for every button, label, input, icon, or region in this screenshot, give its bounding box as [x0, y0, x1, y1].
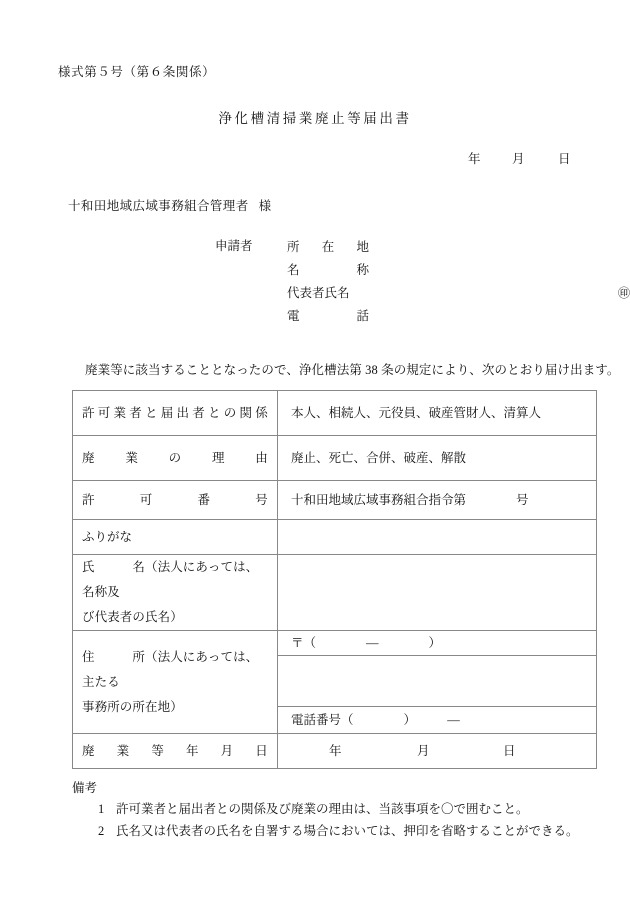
statement-text: 廃業等に該当することとなったので、浄化槽法第 38 条の規定により、次のとおり届け出ます。 — [85, 363, 620, 377]
table-label-name: 氏 名（法人にあっては、名称及 び代表者の氏名） — [73, 555, 278, 631]
header-date-line — [0, 149, 630, 167]
table-value-address-phone[interactable]: 電話番号（ ） — — [278, 707, 597, 734]
table-value-closure-date[interactable] — [278, 734, 597, 769]
table-row-name — [73, 555, 597, 631]
table-value-relationship[interactable]: 本人、相続人、元役員、破産管財人、清算人 — [278, 391, 597, 436]
seal-stamp-icon: ㊞ — [618, 286, 630, 300]
table-label-reason: 廃業の理由 — [73, 436, 278, 481]
closure-date-year: 年 — [329, 744, 342, 758]
header-date-year: 年 — [468, 152, 481, 166]
table-value-postal-code[interactable]: 〒（ — ） — [278, 631, 597, 656]
table-value-name[interactable] — [278, 555, 597, 631]
header-date-day: 日 — [558, 152, 571, 166]
table-row-reason — [73, 436, 597, 481]
table-value-reason[interactable]: 廃止、死亡、合併、破産、解散 — [278, 436, 597, 481]
addressee-name: 十和田地域広域事務組合管理者 — [68, 199, 249, 213]
table-row-closure-date — [73, 734, 597, 769]
declaration-table — [72, 390, 597, 769]
header-date-month: 月 — [512, 152, 525, 166]
closure-date-day: 日 — [503, 744, 516, 758]
applicant-field-name-label: 名称 — [287, 263, 369, 277]
applicant-field-phone-label: 電話 — [287, 309, 369, 323]
applicant-fields — [287, 236, 630, 328]
remarks-section — [72, 778, 579, 842]
table-row-address — [73, 631, 597, 656]
form-number: 様式第５号（第６条関係） — [58, 65, 216, 79]
applicant-field-location-label: 所在地 — [287, 240, 369, 254]
applicant-field-name — [287, 259, 630, 282]
document-title: 浄化槽清掃業廃止等届出書 — [218, 111, 412, 126]
remark-item — [72, 798, 572, 820]
table-label-relationship: 許可業者と届出者との関係 — [73, 391, 278, 436]
table-row-furigana — [73, 520, 597, 555]
table-value-furigana[interactable] — [278, 520, 597, 555]
applicant-label: 申請者 — [215, 239, 253, 253]
table-label-permit-number: 許可番号 — [73, 481, 278, 520]
addressee-honorific: 様 — [258, 199, 272, 213]
closure-date-month: 月 — [417, 744, 430, 758]
table-label-address: 住 所（法人にあっては、主たる 事務所の所在地） — [73, 631, 278, 734]
addressee — [68, 196, 272, 214]
remark-item-number: 1 — [98, 802, 105, 816]
table-row-relationship — [73, 391, 597, 436]
table-label-furigana: ふりがな — [73, 520, 278, 555]
remark-item-text: 許可業者と届出者との関係及び廃業の理由は、当該事項を〇で囲むこと。 — [116, 802, 529, 816]
table-row-permit-number — [73, 481, 597, 520]
applicant-field-representative — [287, 282, 630, 305]
table-value-address-detail[interactable] — [278, 656, 597, 707]
applicant-field-phone — [287, 305, 630, 328]
applicant-field-location — [287, 236, 630, 259]
remarks-title: 備考 — [72, 781, 98, 795]
remark-item — [72, 820, 579, 842]
remark-item-text: 氏名又は代表者の氏名を自署する場合においては、押印を省略することができる。 — [116, 824, 579, 838]
table-label-closure-date: 廃業等年月日 — [73, 734, 278, 769]
remark-item-number: 2 — [98, 824, 105, 838]
applicant-field-representative-label: 代表者氏名 — [287, 286, 350, 300]
table-value-permit-number[interactable]: 十和田地域広域事務組合指令第 号 — [278, 481, 597, 520]
